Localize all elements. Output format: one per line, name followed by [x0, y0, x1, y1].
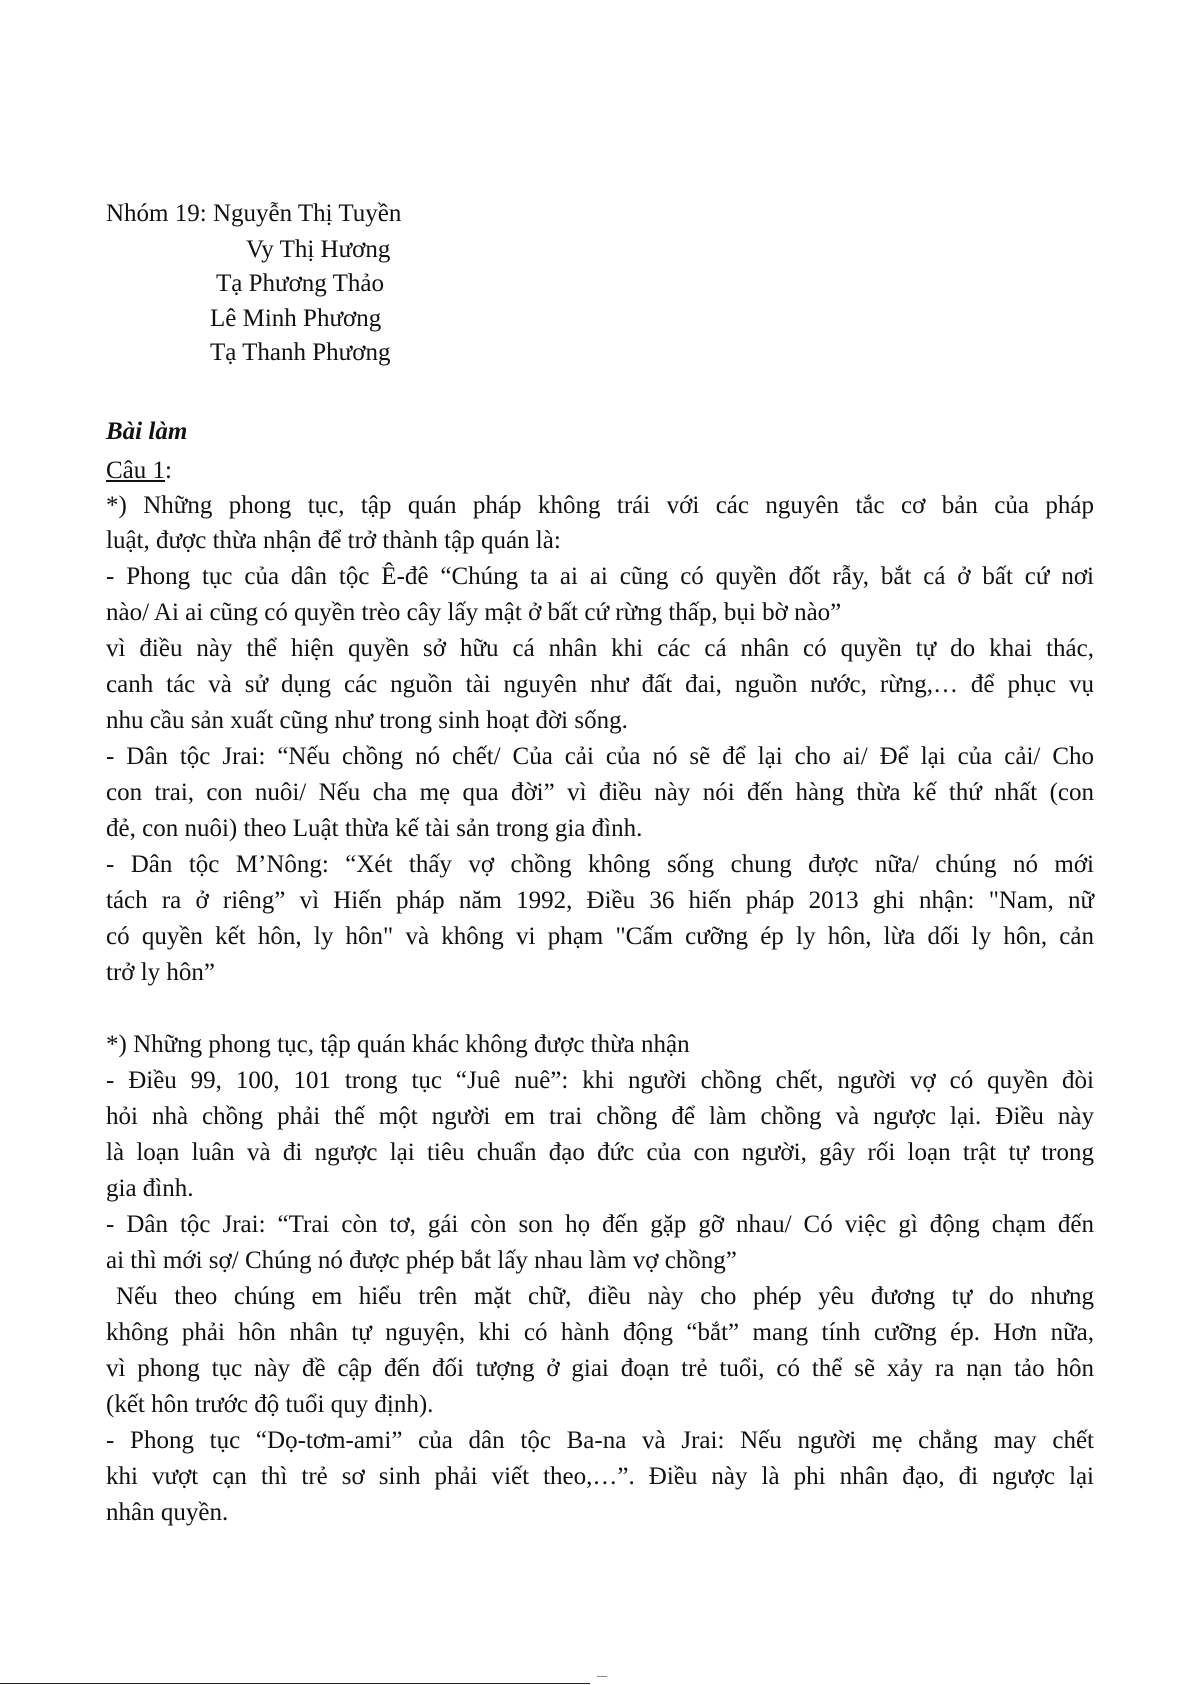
paragraph-line: tách ra ở riêng” vì Hiến pháp năm 1992, Điều 36 hiến pháp 2013 ghi nhận: "Nam, nữ	[106, 887, 1094, 914]
paragraph-line: Nếu theo chúng em hiểu trên mặt chữ, điều này cho phép yêu đương tự do nhưng	[116, 1283, 1094, 1310]
question-label-text: Câu 1	[106, 457, 166, 484]
paragraph-line: gia đình.	[106, 1175, 194, 1202]
paragraph-line: con trai, con nuôi/ Nếu cha mẹ qua đời” vì điều này nói đến hàng thừa kế thứ nhất (con	[106, 779, 1094, 806]
paragraph-line: trở ly hôn”	[106, 959, 216, 986]
paragraph-line: ai thì mới sợ/ Chúng nó được phép bắt lấy nhau làm vợ chồng”	[106, 1247, 737, 1274]
paragraph-line: - Dân tộc M’Nông: “Xét thấy vợ chồng không sống chung được nữa/ chúng nó mới	[106, 851, 1094, 878]
paragraph-line: nhân quyền.	[106, 1499, 229, 1526]
paragraph-line: hỏi nhà chồng phải thế một người em trai chồng để làm chồng và ngược lại. Điều này	[106, 1103, 1094, 1130]
paragraph-line: nào/ Ai ai cũng có quyền trèo cây lấy mật ở bất cứ rừng thấp, bụi bờ nào”	[106, 599, 842, 626]
section-heading: Bài làm	[106, 418, 188, 445]
paragraph-line: không phải hôn nhân tự nguyện, khi có hành động “bắt” mang tính cưỡng ép. Hơn nữa,	[106, 1319, 1094, 1346]
footer-mark	[597, 1676, 607, 1677]
paragraph-line: nhu cầu sản xuất cũng như trong sinh hoạt đời sống.	[106, 707, 628, 734]
paragraph-line: *) Những phong tục, tập quán pháp không trái với các nguyên tắc cơ bản của pháp	[106, 492, 1094, 519]
paragraph-line: khi vượt cạn thì trẻ sơ sinh phải viết theo,…”. Điều này là phi nhân đạo, đi ngược lại	[106, 1463, 1094, 1490]
question-label-colon: :	[165, 457, 172, 484]
group-title: Nhóm 19: Nguyễn Thị Tuyền	[106, 200, 402, 227]
paragraph-line: - Phong tục “Dọ-tơm-ami” của dân tộc Ba-na và Jrai: Nếu người mẹ chẳng may chết	[106, 1427, 1094, 1454]
paragraph-line: vì phong tục này đề cập đến đối tượng ở giai đoạn trẻ tuổi, có thể sẽ xảy ra nạn tảo hôn	[106, 1355, 1094, 1382]
question-label	[106, 454, 1094, 488]
group-member: Vy Thị Hương	[246, 236, 391, 263]
paragraph-line: - Dân tộc Jrai: “Trai còn tơ, gái còn son họ đến gặp gỡ nhau/ Có việc gì động chạm đến	[106, 1211, 1094, 1238]
paragraph-line: là loạn luân và đi ngược lại tiêu chuẩn đạo đức của con người, gây rối loạn trật tự trong	[106, 1139, 1094, 1166]
paragraph-line: - Điều 99, 100, 101 trong tục “Juê nuê”: khi người chồng chết, người vợ có quyền đòi	[106, 1067, 1094, 1094]
paragraph-line: - Dân tộc Jrai: “Nếu chồng nó chết/ Của cải của nó sẽ để lại cho ai/ Để lại của cải/ Cho	[106, 743, 1094, 770]
paragraph-line: *) Những phong tục, tập quán khác không được thừa nhận	[106, 1031, 690, 1058]
group-member: Tạ Phương Thảo	[216, 270, 384, 297]
paragraph-line: vì điều này thể hiện quyền sở hữu cá nhân khi các cá nhân có quyền tự do khai thác,	[106, 635, 1094, 662]
paragraph-line: luật, được thừa nhận để trở thành tập quán là:	[106, 527, 561, 554]
paragraph-line: (kết hôn trước độ tuổi quy định).	[106, 1391, 434, 1418]
footer-rule	[0, 1683, 590, 1684]
paragraph-line: đẻ, con nuôi) theo Luật thừa kế tài sản trong gia đình.	[106, 815, 643, 842]
paragraph-line: - Phong tục của dân tộc Ê-đê “Chúng ta ai ai cũng có quyền đốt rẫy, bắt cá ở bất cứ nơi	[106, 563, 1094, 590]
group-member: Lê Minh Phương	[210, 305, 382, 332]
paragraph-line: canh tác và sử dụng các nguồn tài nguyên như đất đai, nguồn nước, rừng,… để phục vụ	[106, 671, 1094, 698]
group-member: Tạ Thanh Phương	[210, 339, 391, 366]
paragraph-line: có quyền kết hôn, ly hôn" và không vi phạm "Cấm cưỡng ép ly hôn, lừa dối ly hôn, cản	[106, 923, 1094, 950]
